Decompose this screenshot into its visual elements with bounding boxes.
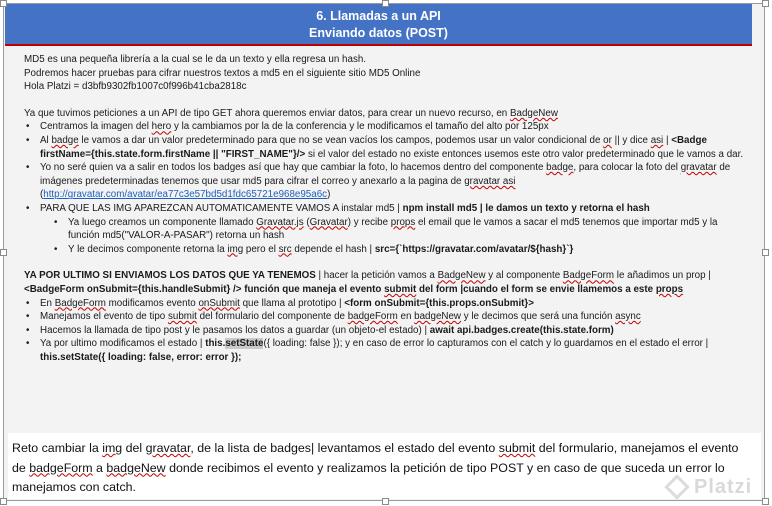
platzi-logo-icon [664, 474, 689, 499]
list-item: • Al badge le vamos a dar un valor predeterminado para que no se vean vacíos los campos, podemos usar un valor condicional de or || y dice asi | <Badge firstName={this.state.form.firstName || "FIRST_NAME"}/> si el valor del estado no existe entonces usemos este otro valor predeterminado que le vamos a dar. [40, 134, 748, 161]
list-item: • Y le decimos componente retorna la img pero el src depende el hash | src={`https://gravatar.com/avatar/${hash}`} [68, 243, 748, 257]
notes-panel[interactable] [12, 50, 760, 432]
code-snippet: this.setState({ loading: false, error: error }); [40, 351, 242, 363]
list-item: • En BadgeForm modificamos evento onSubmit que llama al prototipo | <form onSubmit={this.props.onSubmit}> [40, 297, 748, 311]
section2-lead: YA POR ULTIMO SI ENVIAMOS LOS DATOS QUE YA TENEMOS | hacer la petición vamos a BadgeNew y al componente BadgeForm le añadimos un prop | <BadgeForm onSubmit={this.handleSubmit} /> función que maneja el evento submit del form |cuando el form se envie llamemos a este props [24, 270, 711, 295]
list-item: • Centramos la imagen del hero y la cambiamos por la de la conferencia y le modificamos el tamaño del alto por 125px [40, 120, 748, 134]
code-snippet: <form onSubmit={this.props.onSubmit}> [344, 297, 534, 309]
list-item: • Hacemos la llamada de tipo post y le pasamos los datos a guardar (un objeto-el estado) | await api.badges.create(this.state.form) [40, 324, 748, 338]
resize-handle-middle-left[interactable] [0, 249, 7, 256]
list-item: • Ya por ultimo modificamos el estado | this.setState({ loading: false }); y en caso de error lo capturamos con el catch y lo guardamos en el estado el error | this.setState({ loading: false, error: error }); [40, 337, 748, 364]
code-snippet: await api.badges.create(this.state.form) [429, 324, 614, 336]
gravatar-link[interactable]: http://gravatar.com/avatar/ea77c3e57bd5d1fdc65721e968e95a6c [43, 189, 328, 201]
header-title: 6. Llamadas a un API [316, 9, 441, 23]
platzi-watermark [668, 476, 760, 498]
resize-handle-top-center[interactable] [382, 0, 389, 7]
resize-handle-middle-right[interactable] [762, 249, 769, 256]
list-item: • PARA QUE LAS IMG APAREZCAN AUTOMATICAMENTE VAMOS A instalar md5 | npm install md5 | le damos un texto y retorna el hash • Ya luego creamos un componente llamado Gravatar.js (Gravatar) y recibe props el email que le vamos a sacar el md5 tenemos que importar md5 y la función md5("VALOR-A-PASAR") retorna un hash • Y le decimos componente retorna la img pero el src depende el hash | src={`https://gravatar.com/avatar/${hash}`} [40, 202, 748, 256]
section1-list [24, 120, 748, 256]
list-item: • Ya luego creamos un componente llamado Gravatar.js (Gravatar) y recibe props el email que le vamos a sacar el md5 tenemos que importar md5 y la función md5("VALOR-A-PASAR") retorna un hash [68, 216, 748, 243]
intro-line-3: Hola Platzi = d3bfb9302fb1007c0f996b41cba2818c [24, 81, 247, 93]
intro-line-2: Podremos hacer pruebas para cifrar nuestros textos a md5 en el siguiente sitio MD5 Online [24, 67, 421, 79]
resize-handle-top-left[interactable] [0, 0, 7, 7]
slide-header [5, 4, 752, 46]
resize-handle-bottom-left[interactable] [0, 498, 7, 505]
list-item: • Manejamos el evento de tipo submit del formulario del componente de badgeForm en badgeNew y le decimos que será una función async [40, 310, 748, 324]
section1-sublist [40, 216, 748, 257]
watermark-text: Platzi [694, 476, 753, 498]
header-subtitle: Enviando datos (POST) [309, 26, 448, 40]
section2-list [24, 297, 748, 365]
resize-handle-top-right[interactable] [762, 0, 769, 7]
intro-line-1: MD5 es una pequeña librería a la cual se le da un texto y ella regresa un hash. [24, 54, 367, 65]
code-snippet: npm install md5 | le damos un texto y retorna el hash [402, 202, 650, 214]
summary-textbox[interactable]: Reto cambiar la img del gravatar, de la lista de badges| levantamos el estado del evento submit del formulario, manejamos el evento de badgeForm a badgeNew donde recibimos el evento y realizamos la petición de tipo POST y en caso de que suceda un error lo manejamos con catch. [8, 433, 761, 499]
code-snippet: <BadgeForm onSubmit={this.handleSubmit} /> [24, 283, 242, 295]
resize-handle-bottom-right[interactable] [762, 498, 769, 505]
list-item: • Yo no seré quien va a salir en todos los badges así que hay que cambiar la foto, lo hacemos dentro del componente badge, para colocar la foto del gravatar de imágenes predeterminadas tenemos que usar md5 para cifrar el correo y anexarlo a la pagina de gravatar asi (http://gravatar.com/avatar/ea77c3e57bd5d1fdc65721e968e95a6c) [40, 161, 748, 202]
code-snippet: <Badge firstName={this.state.form.firstName || "FIRST_NAME"}/> [40, 134, 707, 160]
resize-handle-bottom-center[interactable] [382, 498, 389, 505]
code-snippet: src={`https://gravatar.com/avatar/${hash}`} [374, 243, 574, 255]
section1-lead: Ya que tuvimos peticiones a un API de tipo GET ahora queremos enviar datos, para crear un nuevo recurso, en BadgeNew [24, 107, 558, 119]
